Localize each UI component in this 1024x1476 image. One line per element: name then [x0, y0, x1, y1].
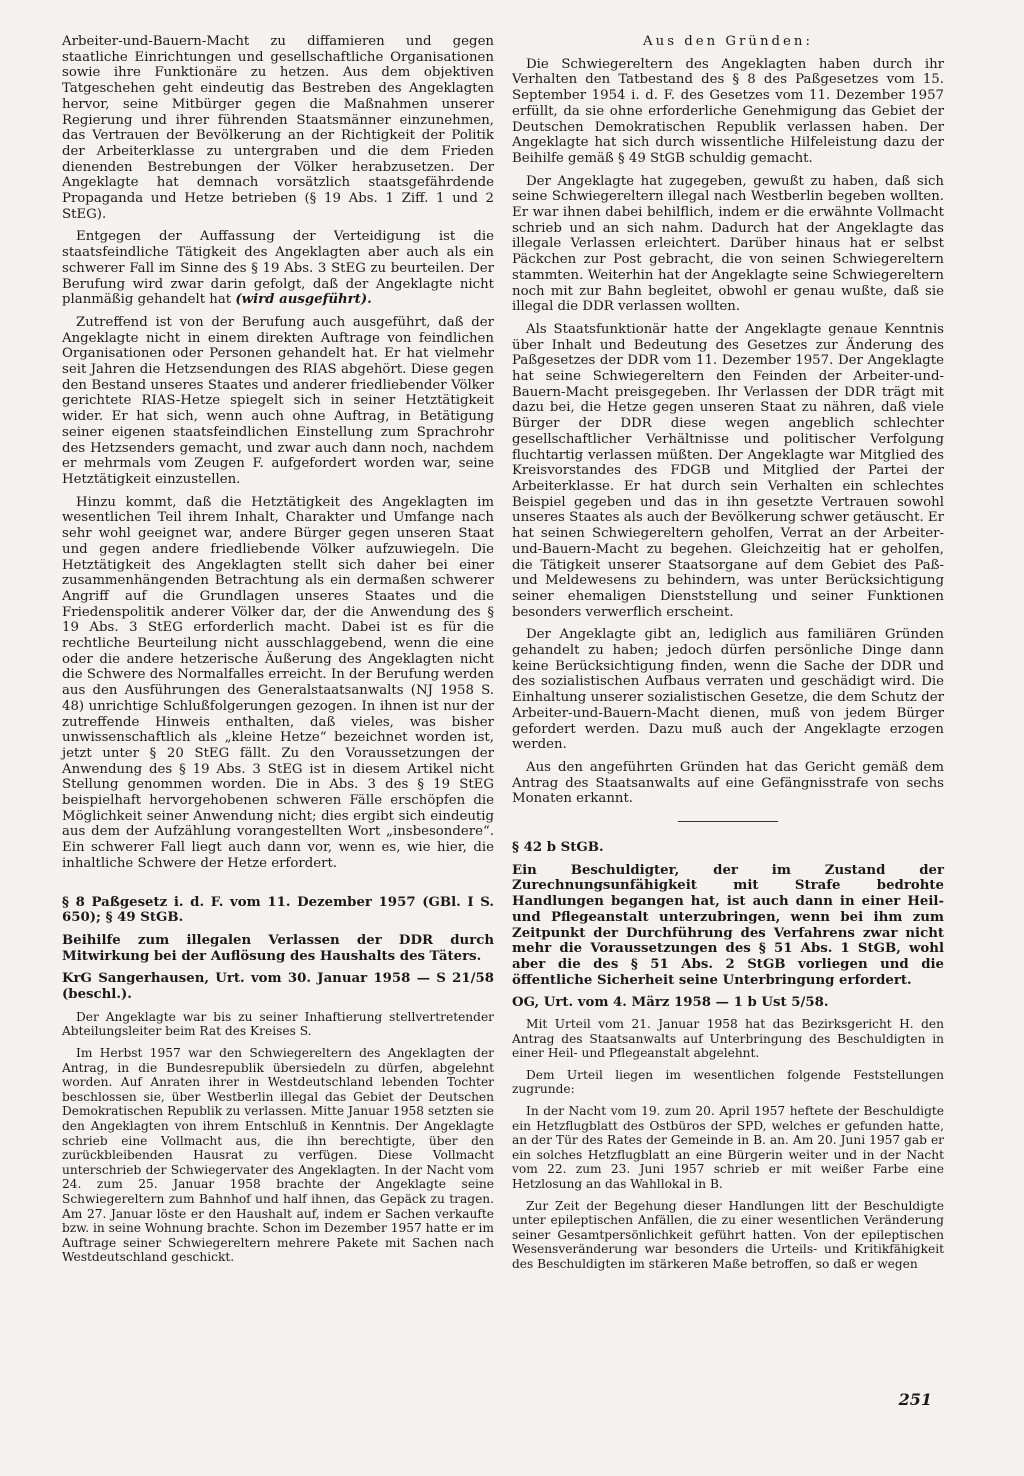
paragraph: Als Staatsfunktionär hatte der Angeklagte genaue Kenntnis über Inhalt und Bedeutung des Gesetzes zur Änderung des Paßgesetzes der DDR vom 11. Dezember 1957. Der Angeklagte hat seine Schwiegereltern den Feinden der Arbeiter-und-Bauern-Macht preisgegeben. Ihr Verlassen der DDR trägt mit dazu bei, die Hetze gegen unseren Staat zu nähren, daß viele Bürger der DDR diese wegen angeblich schlechter gesellschaftlicher Verhältnisse und politischer Verfolgung fluchtartig verlassen müßten. Der Angeklagte war Mitglied des Kreisvorstandes des FDGB und Mitglied der Partei der Arbeiterklasse. Er hat durch sein Verhalten ein schlechtes Beispiel gegeben und das in ihn gesetzte Vertrauen sowohl unseres Staates als auch der Bevölkerung schwer getäuscht. Er hat seinen Schwiegereltern geholfen, Verrat an der Arbeiter-und-Bauern-Macht zu begehen. Gleichzeitig hat er geholfen, die Tätigkeit unserer Staatsorgane auf dem Gebiet des Paß- und Meldewesens zu behindern, was unter Berücksichtigung seiner ehemaligen Dienststellung und seiner Funktionen besonders verwerflich erscheint. [512, 321, 944, 620]
right-column [512, 34, 944, 1279]
paragraph-text: Entgegen der Auffassung der Verteidigung ist die staatsfeindliche Tätigkeit des Angeklagten aber auch als ein schwerer Fall im Sinne des § 19 Abs. 3 StEG zu beurteilen. Der Berufung wird zwar darin gefolgt, daß der Angeklagte nicht planmäßig gehandelt hat [62, 229, 494, 308]
section-summary: Ein Beschuldigter, der im Zustand der Zurechnungsunfähigkeit mit Strafe bedrohte Handlungen begangen hat, ist auch dann in einer Heil- und Pflegeanstalt unterzubringen, wenn bei ihm zum Zeitpunkt der Durchführung des Verfahrens zwar nicht mehr die Voraussetzungen des § 51 Abs. 1 StGB, wohl aber die des § 51 Abs. 2 StGB vorliegen und die öffentliche Sicherheit seine Unterbringung erfordert. [512, 862, 944, 988]
paragraph: Arbeiter-und-Bauern-Macht zu diffamieren und gegen staatliche Einrichtungen und gesellschaftliche Organisationen sowie ihre Funktionäre zu hetzen. Aus dem objektiven Tatgeschehen geht eindeutig das Bestreben des Angeklagten hervor, seine Mitbürger gegen die Maßnahmen unserer Regierung und ihrer führenden Staatsmänner einzunehmen, das Vertrauen der Bevölkerung an der Richtigkeit der Politik der Arbeiterklasse zu untergraben und die dem Frieden dienenden Bestrebungen der Völker herabzusetzen. Der Angeklagte hat demnach vorsätzlich staatsgefährdende Propaganda und Hetze betrieben (§ 19 Abs. 1 Ziff. 1 und 2 StEG). [62, 34, 494, 222]
section-divider [678, 821, 778, 822]
paragraph: Aus den angeführten Gründen hat das Gericht gemäß dem Antrag des Staatsanwalts auf eine Gefängnisstrafe von sechs Monaten erkannt. [512, 759, 944, 807]
court-citation: OG, Urt. vom 4. März 1958 — 1 b Ust 5/58. [512, 995, 829, 1011]
spacer [62, 879, 494, 895]
paragraph: Der Angeklagte gibt an, lediglich aus familiären Gründen gehandelt zu haben; jedoch dürfen persönliche Dinge dann keine Berücksichtigung finden, wenn die Sache der DDR und des sozialistischen Aufbaus verraten und geschädigt wird. Die Einhaltung unserer sozialistischen Gesetze, die dem Schutz der Arbeiter-und-Bauern-Macht dienen, muß von jedem Bürger gefordert werden. Dazu muß auch der Angeklagte erzogen werden. [512, 627, 944, 753]
paragraph: Hinzu kommt, daß die Hetztätigkeit des Angeklagten im wesentlichen Teil ihrem Inhalt, Charakter und Umfange nach sehr wohl geeignet war, andere Bürger gegen unseren Staat und gegen andere friedliebende Völker aufzuwiegeln. Die Hetztätigkeit des Angeklagten stellt sich daher bei einer zusammenhängenden Betrachtung als ein dermaßen schwerer Angriff auf die Grundlagen unseres Staates und die Friedenspolitik anderer Völker dar, der die Anwendung des § 19 Abs. 3 StEG erforderlich macht. Dabei ist es für die rechtliche Beurteilung nicht ausschlaggebend, wenn die eine oder die andere hetzerische Äußerung des Angeklagten nicht die Schwere des Normalfalles erreicht. In der Berufung werden aus den Ausführungen des Generalstaatsanwalts (NJ 1958 S. 48) unrichtige Schlußfolgerungen gezogen. In ihnen ist nur der zutreffende Hinweis enthalten, daß vieles, was bisher unwissenschaftlich als „kleine Hetze“ bezeichnet worden ist, jetzt unter § 20 StEG fällt. Zu den Voraussetzungen der Anwendung des § 19 Abs. 3 StEG ist in diesem Artikel nicht Stellung genommen worden. Die in Abs. 3 des § 19 StEG beispielhaft hervorgehobenen schweren Fälle erschöpfen die Möglichkeit seiner Anwendung nicht; dies ergibt sich eindeutig aus dem der Aufzählung vorangestellten Wort „insbesondere“. Ein schwerer Fall liegt auch dann vor, wenn es, wie hier, die inhaltliche Schwere der Hetze erfordert. [62, 494, 494, 871]
paragraph: Mit Urteil vom 21. Januar 1958 hat das Bezirksgericht H. den Antrag des Staatsanwalts auf Unterbringung des Beschuldigten in einer Heil- und Pflegeanstalt abgelehnt. [512, 1017, 944, 1061]
paragraph: Dem Urteil liegen im wesentlichen folgende Feststellungen zugrunde: [512, 1067, 944, 1097]
paragraph: Der Angeklagte hat zugegeben, gewußt zu haben, daß sich seine Schwiegereltern illegal nach Westberlin begeben wollten. Er war ihnen dabei behilflich, indem er die erwähnte Vollmacht schrieb und an sich nahm. Dadurch hat der Angeklagte das illegale Verlassen erleichtert. Darüber hinaus hat er selbst Päckchen zur Post gebracht, die von seinen Schwiegereltern stammten. Weiterhin hat der Angeklagte seine Schwiegereltern noch mit zur Bahn begleitet, obwohl er genau wußte, daß sie illegal die DDR verlassen wollten. [512, 173, 944, 315]
section-heading: § 8 Paßgesetz i. d. F. vom 11. Dezember 1957 (GBl. I S. 650); § 49 StGB. [62, 894, 494, 926]
paragraph: Im Herbst 1957 war den Schwiegereltern des Angeklagten der Antrag, in die Bundesrepublik übersiedeln zu dürfen, abgelehnt worden. Auf Anraten ihrer in Westdeutschland lebenden Tochter beschlossen sie, über Westberlin illegal das Gebiet der Deutschen Demokratischen Republik zu verlassen. Mitte Januar 1958 setzten sie den Angeklagten von ihrem Entschluß in Kenntnis. Der Angeklagte schrieb eine Vollmacht aus, die ihn berechtigte, über den zurückbleibenden Hausrat zu verfügen. Diese Vollmacht unterschrieb der Schwiegervater des Angeklagten. In der Nacht vom 24. zum 25. Januar 1958 brachte der Angeklagte seine Schwiegereltern zum Bahnhof und half ihnen, das Gepäck zu tragen. Am 27. Januar löste er den Haushalt auf, indem er Sachen verkaufte bzw. in seine Wohnung brachte. Schon im Dezember 1957 hatte er im Auftrage seiner Schwiegereltern mehrere Pakete mit Sachen nach Westdeutschland geschickt. [62, 1045, 494, 1265]
court-citation: KrG Sangerhausen, Urt. vom 30. Januar 1958 — S 21/58 (beschl.). [62, 971, 494, 1003]
paragraph-italic: (wird ausgeführt). [235, 292, 372, 308]
left-column [62, 34, 494, 1272]
paragraph: Zutreffend ist von der Berufung auch ausgeführt, daß der Angeklagte nicht in einem direkten Auftrage von feindlichen Organisationen oder Personen gehandelt hat. Er hat vielmehr seit Jahren die Hetzsendungen des RIAS abgehört. Diese gegen den Bestand unseres Staates und anderer friedliebender Völker gerichtete RIAS-Hetze spiegelt sich in seiner Hetztätigkeit wider. Er hat sich, wenn auch ohne Auftrag, in Betätigung seiner eigenen staatsfeindlichen Einstellung zum Sprachrohr des Hetzsenders gemacht, und zwar auch dann noch, nachdem er mehrmals vom Zeugen F. aufgefordert worden war, seine Hetztätigkeit einzustellen. [62, 314, 494, 487]
paragraph: Zur Zeit der Begehung dieser Handlungen litt der Beschuldigte unter epileptischen Anfällen, die zu einer wesentlichen Veränderung seiner Gesamtpersönlichkeit geführt hatten. Von der epileptischen Wesensveränderung war besonders die Urteils- und Kritikfähigkeit des Beschuldigten im stärkeren Maße betroffen, so daß er wegen [512, 1198, 944, 1271]
page-number: 251 [898, 1390, 932, 1409]
paragraph: Der Angeklagte war bis zu seiner Inhaftierung stellvertretender Abteilungsleiter beim Rat des Kreises S. [62, 1009, 494, 1039]
section-title: Aus den Gründen: [643, 34, 813, 49]
paragraph: In der Nacht vom 19. zum 20. April 1957 heftete der Beschuldigte ein Hetzflugblatt des Ostbüros der SPD, welches er gefunden hatte, an der Tür des Rates der Gemeinde in B. an. Am 20. Juni 1957 gab er ein solches Hetzflugblatt an eine Bürgerin weiter und in der Nacht vom 22. zum 23. Juni 1957 schrieb er mit weißer Farbe eine Hetzlosung an das Wahllokal in B. [512, 1104, 944, 1192]
paragraph [62, 229, 494, 308]
section-heading: § 42 b StGB. [512, 840, 604, 856]
paragraph: Die Schwiegereltern des Angeklagten haben durch ihr Verhalten den Tatbestand des § 8 des Paßgesetzes vom 15. September 1954 i. d. F. des Gesetzes vom 11. Dezember 1957 erfüllt, da sie ohne erforderliche Genehmigung das Gebiet der Deutschen Demokratischen Republik verlassen haben. Der Angeklagte hat sich durch wissentliche Hilfeleistung dazu der Beihilfe gemäß § 49 StGB schuldig gemacht. [512, 56, 944, 166]
section-summary: Beihilfe zum illegalen Verlassen der DDR durch Mitwirkung bei der Auflösung des Haushalts des Täters. [62, 932, 494, 964]
